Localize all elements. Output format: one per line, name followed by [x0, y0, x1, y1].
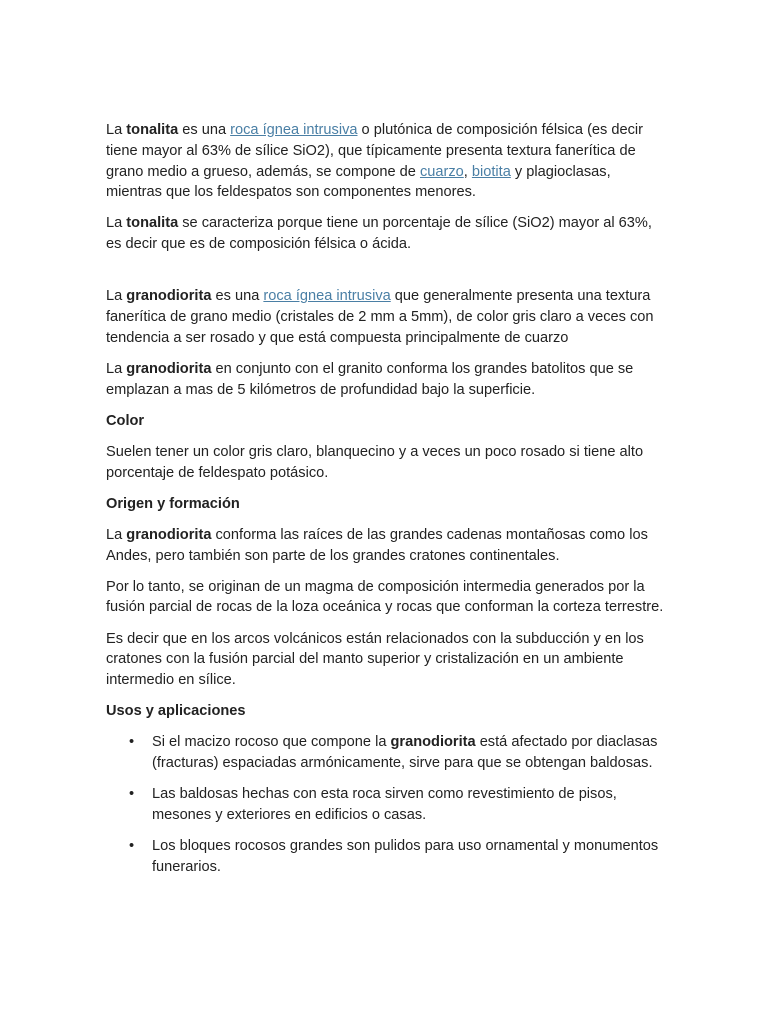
paragraph-tonalita-silice [106, 213, 666, 255]
paragraph-granodiorita-batolitos [106, 359, 666, 401]
paragraph-tonalita-intro [106, 120, 666, 203]
text: La [106, 360, 127, 377]
text: se caracteriza porque tiene un porcentaje de sílice (SiO2) mayor al 63%, es decir que es de composición félsica o ácida. [106, 215, 652, 253]
usos-list [106, 732, 666, 877]
term-granodiorita: granodiorita [126, 360, 212, 377]
text: , [463, 163, 472, 180]
link-roca-ignea-intrusiva[interactable]: roca ígnea intrusiva [230, 122, 358, 138]
text: La [106, 288, 127, 305]
bullet-icon: • [129, 838, 135, 855]
text: Si el macizo rocoso que compone la [152, 734, 391, 751]
text: conforma las raíces de las grandes cadenas montañosas como los Andes, pero también son parte de los grandes cratones continentales. [106, 526, 648, 564]
text: Los bloques rocosos grandes son pulidos para uso ornamental y monumentos funerarios. [152, 838, 659, 875]
heading-usos: Usos y aplicaciones [106, 703, 246, 720]
term-granodiorita: granodiorita [126, 526, 212, 543]
heading-origen: Origen y formación [106, 495, 240, 512]
list-item [106, 836, 666, 878]
document-body [106, 120, 666, 888]
bullet-icon: • [129, 786, 135, 803]
link-roca-ignea-intrusiva[interactable]: roca ígnea intrusiva [263, 288, 391, 305]
term-tonalita: tonalita [126, 215, 179, 232]
paragraph-origen-magma: Por lo tanto, se originan de un magma de composición intermedia generados por la fusión parcial de rocas de la loza oceánica y rocas que conforman la corteza terrestre. [106, 578, 664, 616]
link-biotita[interactable]: biotita [471, 163, 511, 180]
text: Las baldosas hechas con esta roca sirven como revestimiento de pisos, mesones y exteriores en edificios o casas. [152, 786, 617, 823]
paragraph-granodiorita-intro [106, 286, 666, 348]
term-granodiorita: granodiorita [126, 288, 212, 305]
text: o plutónica de composición félsica (es decir tiene mayor al 63% de sílice SiO2), que típicamente presenta textura fanerítica de grano medio a grueso, además, se compone de [106, 122, 644, 180]
term-granodiorita: granodiorita [390, 734, 476, 751]
blank-line [106, 265, 666, 286]
paragraph-color: Suelen tener un color gris claro, blanquecino y a veces un poco rosado si tiene alto porcentaje de feldespato potásico. [106, 443, 644, 481]
text: La [106, 526, 127, 543]
text: que generalmente presenta una textura fanerítica de grano medio (cristales de 2 mm a 5mm), de color gris claro a veces con tendencia a ser rosado y que está compuesta principalmente de cuarzo [106, 288, 654, 346]
text: es una [178, 122, 231, 138]
heading-color: Color [106, 412, 145, 429]
term-tonalita: tonalita [126, 122, 179, 138]
text: está afectado por diaclasas (fracturas) espaciadas armónicamente, sirve para que se obtengan baldosas. [152, 734, 658, 772]
text: en conjunto con el granito conforma los grandes batolitos que se emplazan a mas de 5 kilómetros de profundidad bajo la superficie. [106, 360, 634, 398]
link-cuarzo[interactable]: cuarzo [419, 163, 464, 180]
text: es una [211, 288, 264, 305]
paragraph-origen-raices [106, 525, 666, 567]
list-item [106, 784, 666, 826]
list-item [106, 732, 666, 774]
bullet-icon: • [129, 734, 135, 751]
paragraph-origen-arcos: Es decir que en los arcos volcánicos están relacionados con la subducción y en los cratones con la fusión parcial del manto superior y cristalización en un ambiente intermedio en sílice. [106, 630, 644, 689]
text: y plagioclasas, mientras que los feldespatos son componentes menores. [106, 163, 611, 201]
text: La [106, 122, 127, 138]
text: La [106, 215, 127, 232]
